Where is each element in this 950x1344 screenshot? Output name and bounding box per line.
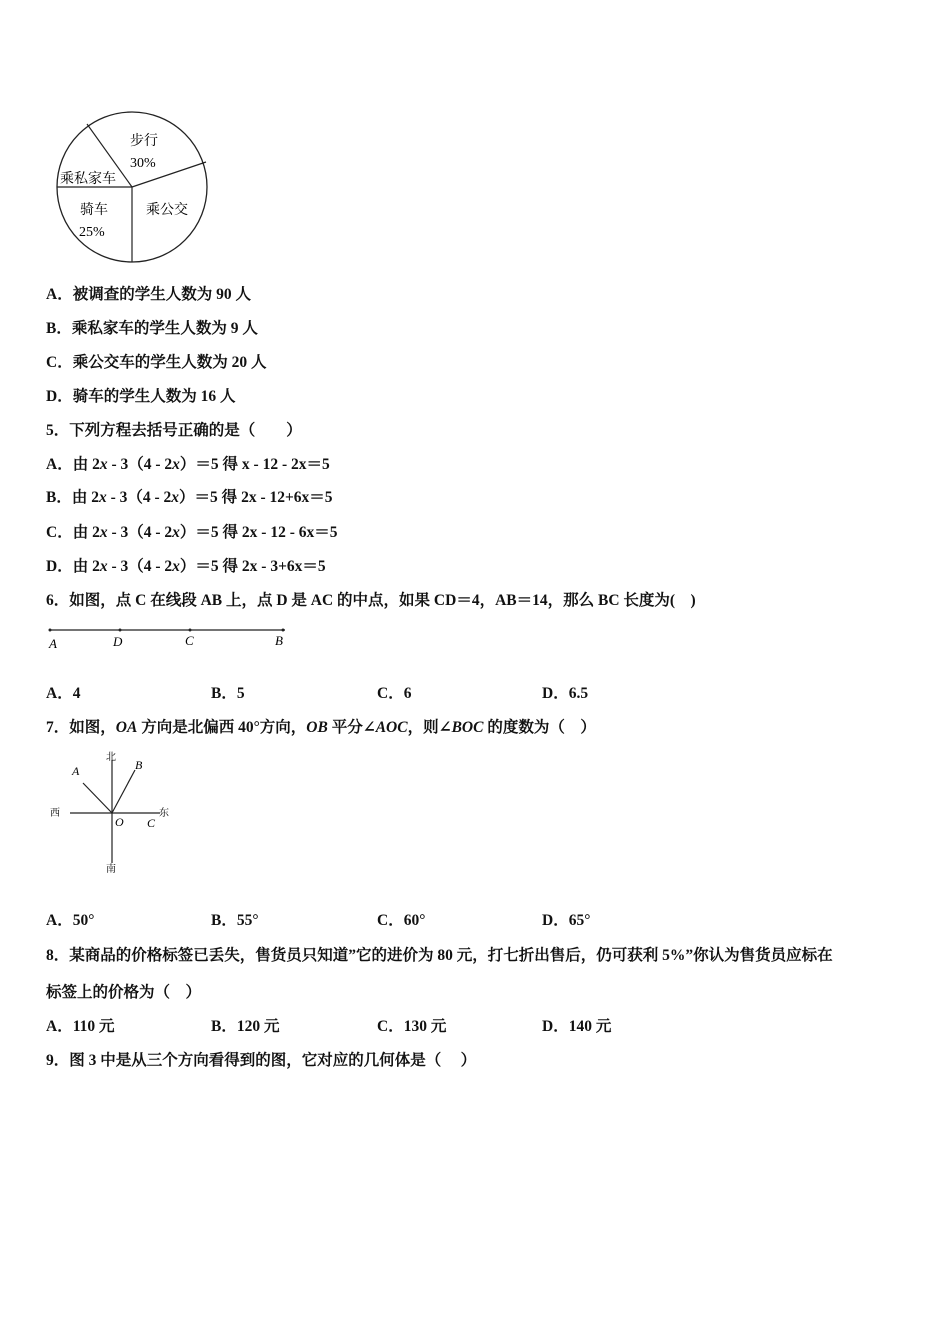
east-label: 东: [159, 808, 169, 819]
q4-option-c: C．乘公交车的学生人数为 20 人: [46, 354, 267, 371]
slice-pct-walk: 30%: [130, 156, 156, 171]
q4-option-d: D．骑车的学生人数为 16 人: [46, 388, 236, 405]
q4-option-b: B．乘私家车的学生人数为 9 人: [46, 320, 258, 337]
slice-pct-bike: 25%: [79, 225, 105, 240]
q5-option-d: D．由 2x - 3（4 - 2x）＝5 得 2x - 3+6x＝5: [46, 558, 326, 575]
q8-option-a: A．110 元: [46, 1018, 115, 1035]
north-label: 北: [106, 752, 116, 763]
q7-stem: 7．如图，OA 方向是北偏西 40°方向，OB 平分∠AOC，则∠BOC 的度数为（ ）: [46, 719, 596, 736]
point-c-label: C: [147, 816, 156, 830]
q4-option-a: A．被调查的学生人数为 90 人: [46, 286, 251, 303]
point-d-label: D: [113, 634, 123, 649]
slice-label-bike: 骑车: [80, 203, 108, 218]
point-o-label: O: [115, 815, 124, 829]
point-b-label: B: [135, 758, 143, 772]
q8-option-b: B．120 元: [211, 1018, 280, 1035]
q8-stem-line1: 8．某商品的价格标签已丢失，售货员只知道”它的进价为 80 元，打七折出售后，仍可获利 5%”你认为售货员应标在: [46, 947, 833, 964]
west-label: 西: [50, 808, 60, 819]
q8-stem-line2: 标签上的价格为（ ）: [46, 984, 202, 1001]
q7-option-b: B．55°: [211, 912, 259, 929]
slice-label-bus: 乘公交: [146, 203, 188, 218]
q6-stem: 6．如图，点 C 在线段 AB 上，点 D 是 AC 的中点，如果 CD＝4，AB＝14，那么 BC 长度为( ): [46, 592, 696, 609]
q5-option-b: B．由 2x - 3（4 - 2x）＝5 得 2x - 12+6x＝5: [46, 489, 333, 506]
q8-option-c: C．130 元: [377, 1018, 447, 1035]
point-c-label: C: [185, 633, 194, 648]
q9-stem: 9．图 3 中是从三个方向看得到的图，它对应的几何体是（ ）: [46, 1052, 477, 1069]
south-label: 南: [106, 864, 116, 875]
q5-stem: 5．下列方程去括号正确的是（ ）: [46, 422, 302, 439]
q6-option-d: D．6.5: [542, 685, 589, 702]
q7-option-c: C．60°: [377, 912, 426, 929]
q6-option-c: C．6: [377, 685, 412, 702]
q6-option-a: A．4: [46, 685, 81, 702]
pie-chart-figure: [50, 105, 220, 275]
point-b-label: B: [275, 633, 283, 648]
q5-option-c: C．由 2x - 3（4 - 2x）＝5 得 2x - 12 - 6x＝5: [46, 524, 338, 541]
slice-label-car: 乘私家车: [60, 172, 116, 187]
compass-figure: [45, 745, 180, 880]
point-a-label: A: [49, 636, 57, 651]
point-a-label: A: [72, 764, 80, 778]
q5-option-a: A．由 2x - 3（4 - 2x）＝5 得 x - 12 - 2x＝5: [46, 456, 330, 473]
q8-option-d: D．140 元: [542, 1018, 612, 1035]
segment-figure: [45, 622, 295, 654]
q7-option-a: A．50°: [46, 912, 95, 929]
q6-option-b: B．5: [211, 685, 245, 702]
q7-option-d: D．65°: [542, 912, 591, 929]
slice-label-walk: 步行: [130, 134, 158, 149]
